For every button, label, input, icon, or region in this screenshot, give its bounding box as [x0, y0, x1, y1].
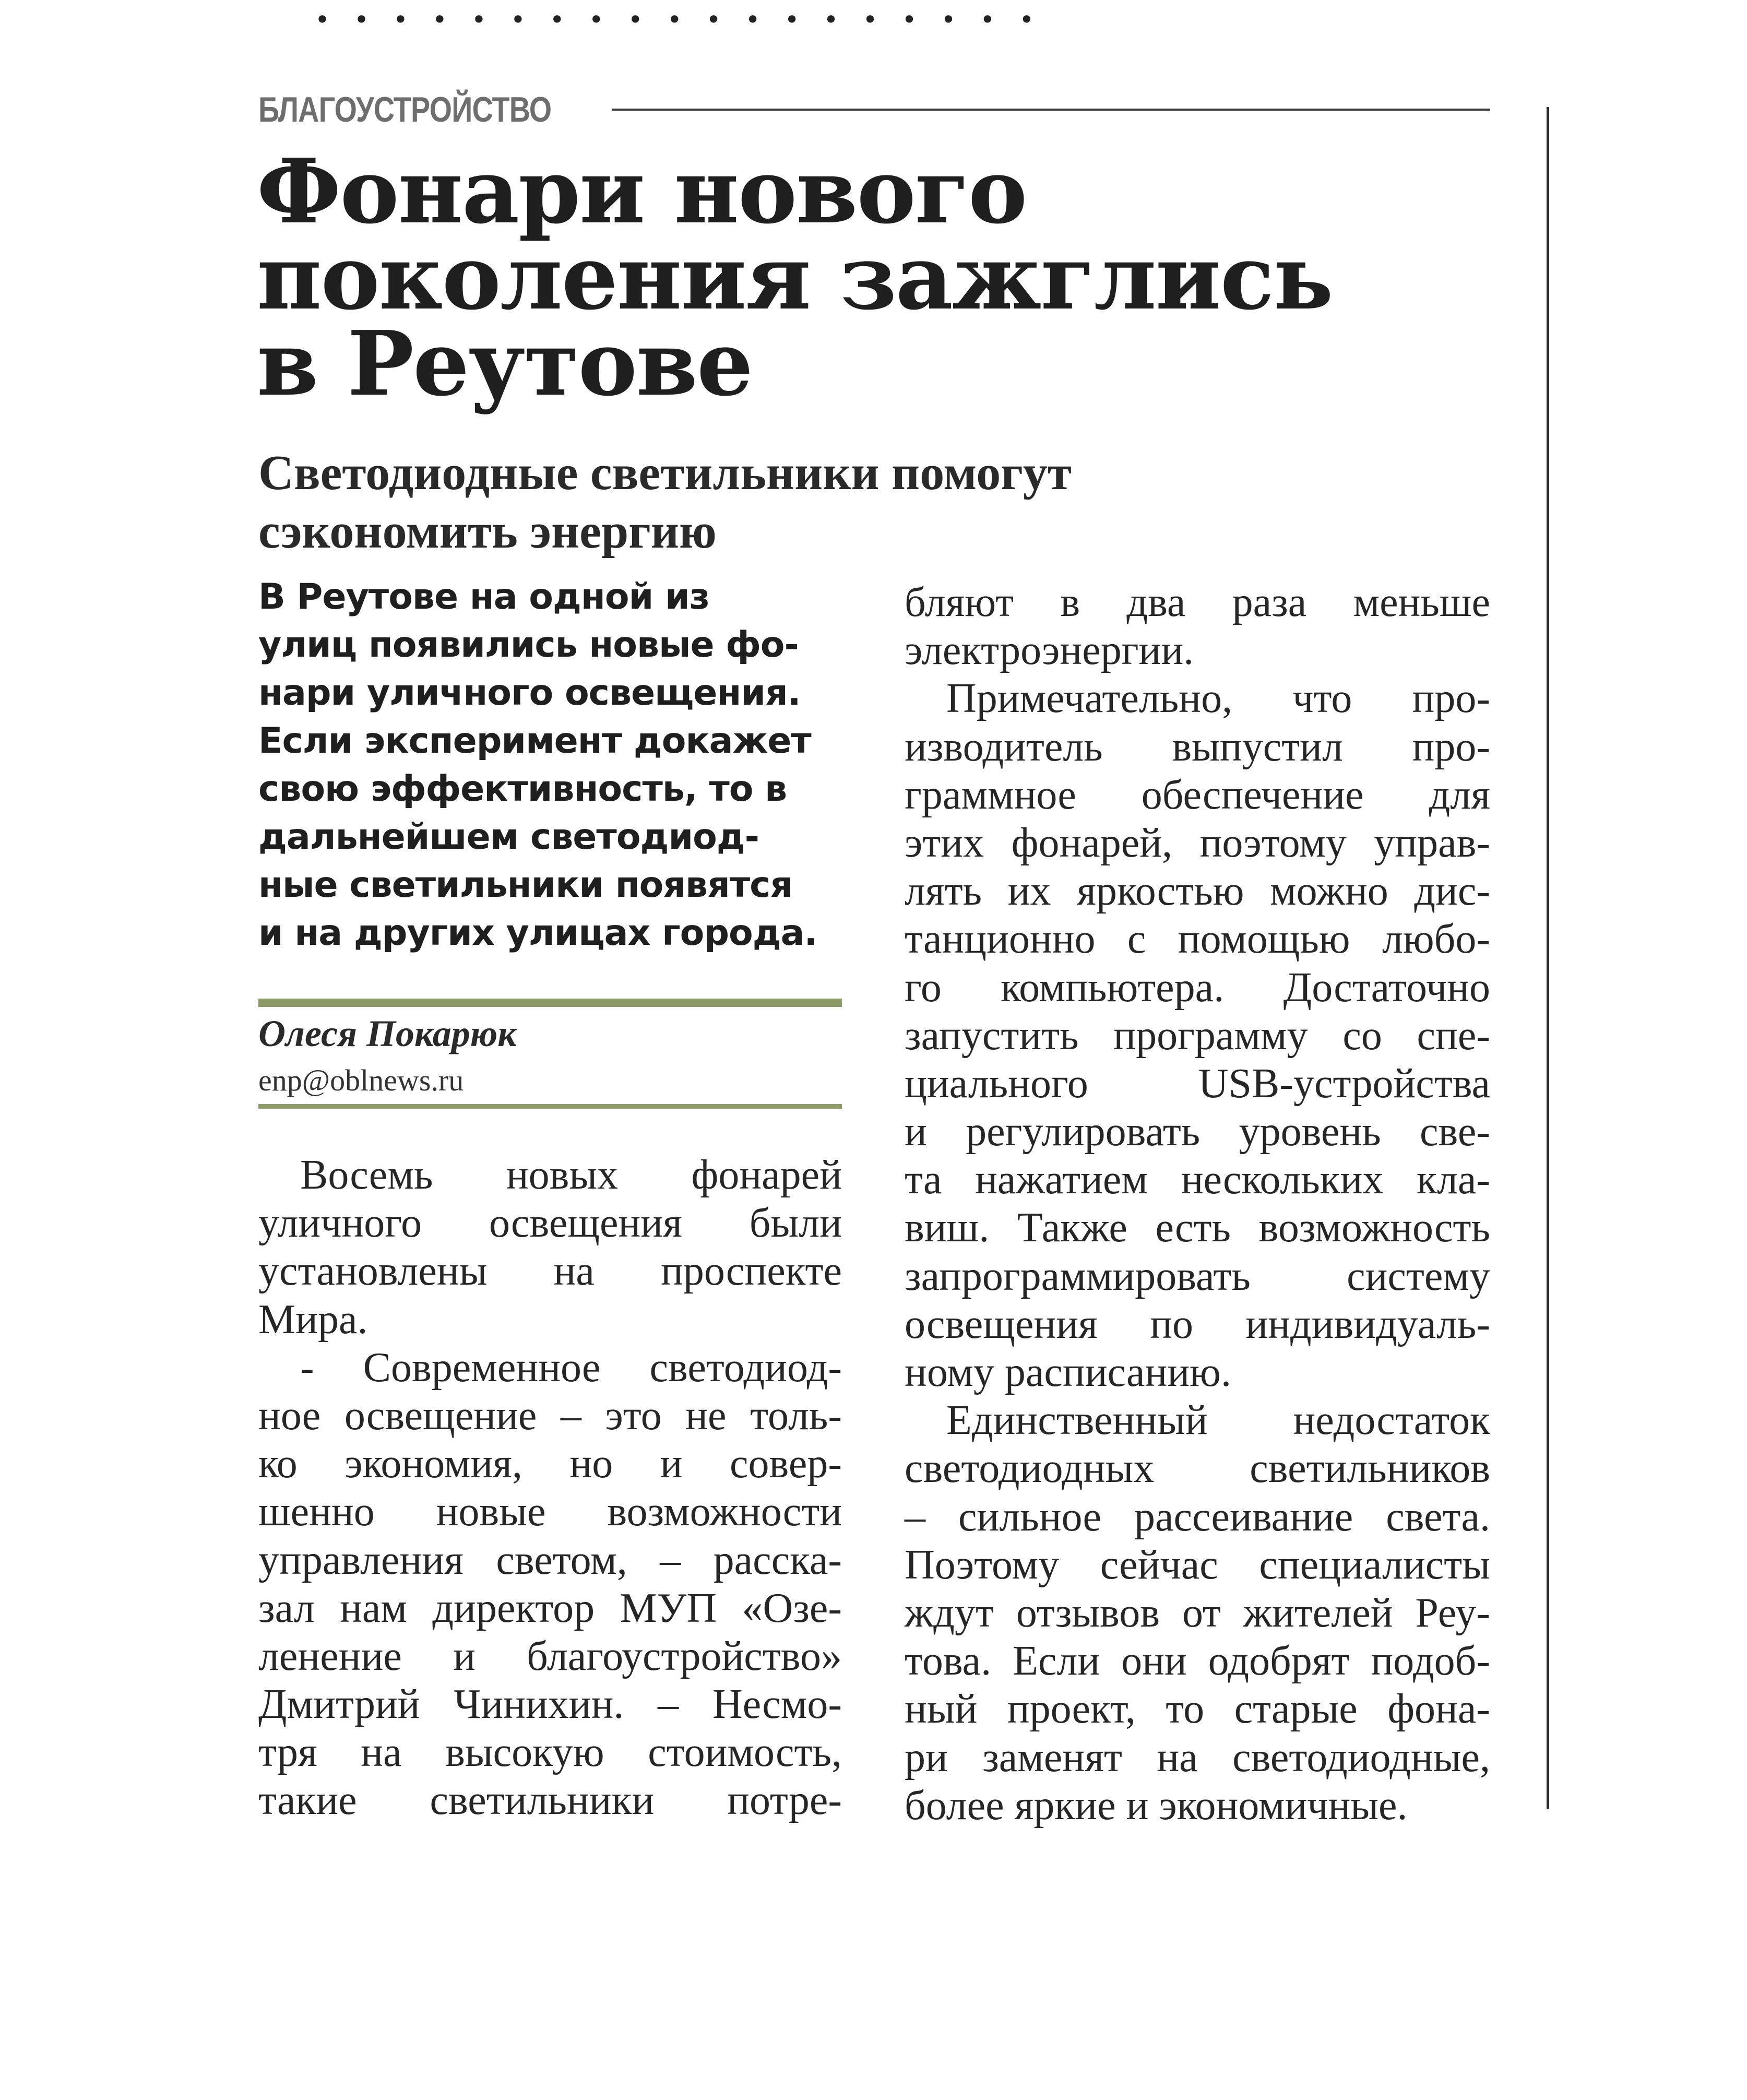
body-line: танционно с помощью любо- [905, 916, 1490, 963]
body-line: - Современное светодиод- [300, 1344, 842, 1391]
headline-line: Фонари нового [257, 139, 1027, 244]
lead-line: нари уличного освещения. [258, 672, 801, 714]
rubric-label: БЛАГОУСТРОЙСТВО [258, 90, 552, 129]
author-email: enp@oblnews.ru [258, 1063, 464, 1097]
body-line: запрограммировать систему [905, 1253, 1490, 1299]
body-line: запустить программу со спе- [905, 1012, 1490, 1059]
body-line: виш. Также есть возможность [905, 1205, 1490, 1251]
byline-bottom-rule [258, 1104, 842, 1109]
subheadline-line: сэкономить энергию [258, 504, 717, 559]
body-line: ному расписанию. [905, 1349, 1231, 1395]
body-line: ный проект, то старые фона- [905, 1686, 1490, 1733]
body-line: Восемь новых фонарей [300, 1152, 842, 1198]
body-line: зал нам директор МУП «Озе- [258, 1585, 842, 1631]
rubric-rule [612, 109, 1490, 111]
article-subheadline [258, 444, 1490, 561]
body-line: электроэнергии. [905, 627, 1194, 674]
lead-line: дальнейшем светодиод- [258, 816, 759, 858]
lead-line: свою эффективность, то в [258, 768, 787, 810]
body-line: лять их яркостью можно дис- [905, 868, 1490, 915]
body-line: этих фонарей, поэтому управ- [905, 820, 1490, 866]
body-line: более яркие и экономичные. [905, 1782, 1408, 1829]
body-line: Единственный недостаток [946, 1397, 1490, 1444]
byline-top-rule [258, 999, 842, 1007]
body-line: ри заменят на светодиодные, [905, 1734, 1490, 1781]
body-line: изводитель выпустил про- [905, 723, 1490, 770]
body-line: освещения по индивидуаль- [905, 1301, 1490, 1347]
article-headline [257, 139, 1499, 416]
body-line: тря на высокую стоимость, [258, 1729, 842, 1776]
body-line: бляют в два раза меньше [905, 579, 1490, 625]
body-line: го компьютера. Достаточно [905, 964, 1490, 1011]
body-line: ко экономия, но и совер- [258, 1441, 842, 1487]
body-line: ленение и благоустройство» [258, 1633, 842, 1679]
body-line: Дмитрий Чинихин. – Несмо- [258, 1681, 842, 1728]
body-line: шенно новые возможности [258, 1489, 842, 1535]
body-line: ждут отзывов от жителей Реу- [905, 1589, 1490, 1636]
lead-line: и на других улицах города. [258, 912, 817, 954]
body-column-right [905, 578, 1490, 1830]
body-line: уличного освещения были [258, 1200, 842, 1247]
body-line: – сильное рассеивание света. [905, 1493, 1490, 1540]
body-line: Мира. [258, 1296, 368, 1343]
body-line: ное освещение – это не толь- [258, 1392, 842, 1439]
body-line: установлены на проспекте [258, 1248, 842, 1295]
column-divider-rule [1547, 107, 1549, 1809]
rubric-header [258, 86, 1490, 133]
body-line: Поэтому сейчас специалисты [905, 1541, 1490, 1588]
body-line: управления светом, – расска- [258, 1537, 842, 1583]
body-line: циального USB-устройства [905, 1060, 1490, 1107]
body-line: граммное обеспечение для [905, 772, 1490, 818]
body-line: това. Если они одобрят подоб- [905, 1638, 1490, 1684]
lead-line: ные светильники появятся [258, 864, 793, 906]
body-line: та нажатием нескольких кла- [905, 1157, 1490, 1203]
previous-article-fragment: ................... [313, 0, 1057, 35]
body-line: светодиодных светильников [905, 1445, 1490, 1492]
article-lead [258, 573, 843, 957]
headline-line: в Реутове [257, 312, 753, 416]
body-line: и регулировать уровень све- [905, 1109, 1490, 1155]
body-line: Примечательно, что про- [946, 675, 1490, 722]
lead-line: улиц появились новые фо- [258, 624, 799, 666]
lead-line: Если эксперимент докажет [258, 720, 811, 762]
headline-line: поколения зажглись [257, 226, 1333, 330]
lead-line: В Реутове на одной из [258, 576, 710, 618]
body-column-left [258, 1151, 842, 1825]
body-line: такие светильники потре- [258, 1777, 842, 1824]
subheadline-line: Светодиодные светильники помогут [258, 446, 1072, 500]
author-name: Олеся Покарюк [258, 1013, 517, 1054]
